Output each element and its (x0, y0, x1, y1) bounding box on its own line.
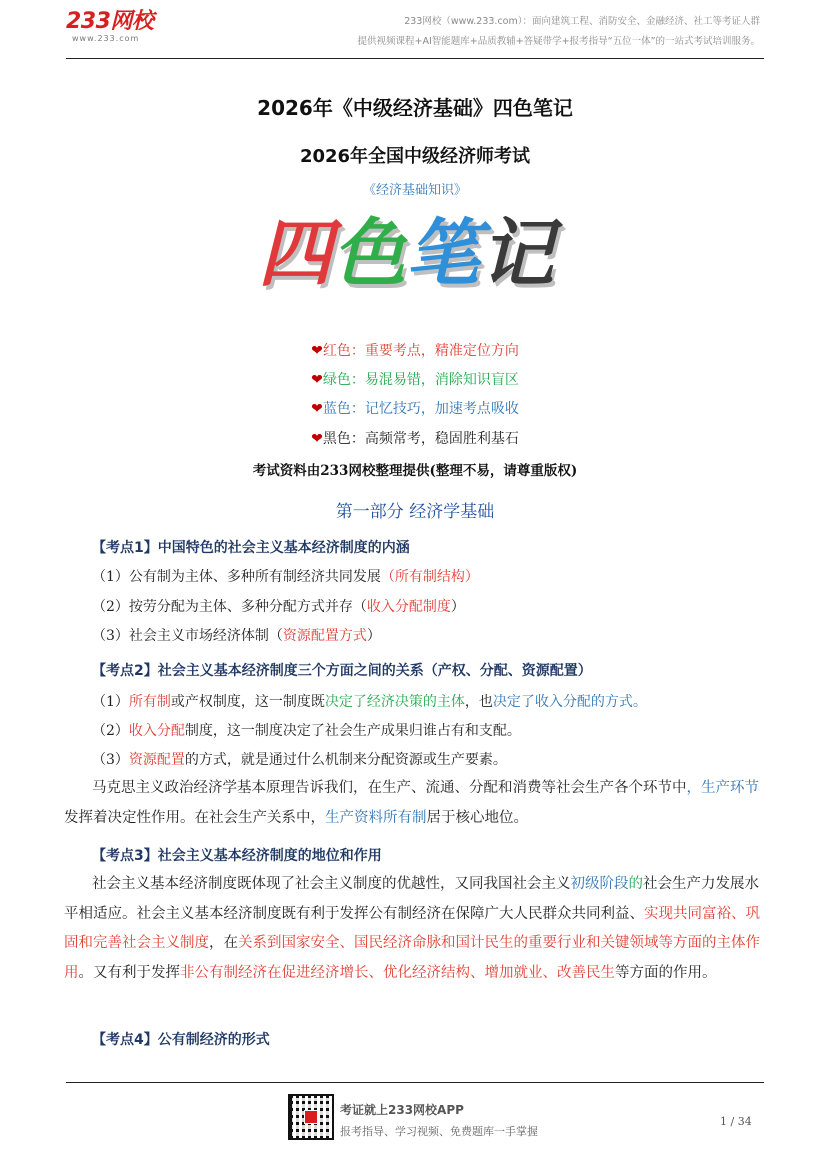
key-point-3-paragraph (64, 870, 770, 988)
para-text: 等方面的作用。 (615, 964, 717, 981)
item-tail: ） (366, 628, 381, 644)
item-tail: ） (450, 599, 465, 615)
heart-icon: ❤ (311, 401, 323, 417)
header-intro (280, 12, 760, 52)
key-point-4-heading: 【考点4】公有制经济的形式 (92, 1032, 270, 1048)
key-point-2-paragraph (64, 774, 770, 833)
qr-code-icon[interactable] (288, 1094, 334, 1140)
para-highlight: 关系到国家安全、国民经济命脉和国计民生的重要行业和关键领域等方面的主体作用 (64, 935, 760, 981)
header-divider (66, 58, 764, 59)
header-line-1: 233网校（www.233.com）：面向建筑工程、消防安全、金融经济、社工等考证人群 (404, 16, 760, 27)
legend-blue-text: 蓝色：记忆技巧，加速考点吸收 (322, 401, 519, 417)
legend-red-text: 红色：重要考点，精准定位方向 (322, 343, 519, 359)
para-highlight: ，生产环节 (686, 780, 759, 796)
item-highlight: 决定了收入分配的方式。 (492, 694, 647, 710)
footer-slogan: 报考指导、学习视频、免费题库一手掌握 (340, 1125, 538, 1138)
item-highlight: 所有制 (128, 694, 171, 710)
legend-blue (0, 398, 830, 418)
footer-divider (66, 1082, 764, 1083)
item-text: ，也 (464, 694, 493, 710)
page-header (0, 0, 830, 62)
para-highlight: 的 (628, 876, 643, 892)
para-text: 社会主义基本经济制度既体现了社会主义制度的优越性，又同我国社会主义 (92, 876, 571, 892)
para-text: 居于核心地位。 (426, 809, 528, 826)
item-text: （1）公有制为主体、多种所有制经济共同发展 (92, 569, 381, 585)
legend-red (0, 340, 830, 360)
legend-green-text: 绿色：易混易错，消除知识盲区 (322, 372, 519, 388)
qr-logo-icon (304, 1110, 318, 1124)
para-text: ，在 (209, 935, 238, 951)
page-number: 1 / 34 (720, 1115, 752, 1128)
para-highlight: 初级阶段 (570, 876, 629, 892)
item-text: 或产权制度，这一制度既 (170, 694, 325, 710)
para-highlight: 非公有制经济在促进经济增长、优化经济结构、增加就业、改善民生 (180, 964, 615, 981)
four-color-notes-banner (258, 206, 578, 306)
item-number: （3） (92, 752, 129, 768)
part-heading: 第一部分 经济学基础 (335, 502, 495, 522)
item-highlight: （所有制结构） (380, 569, 479, 585)
exam-title: 2026年全国中级经济师考试 (299, 146, 531, 167)
para-text: 马克思主义政治经济学基本原理告诉我们，在生产、流通、分配和消费等社会生产各个环节中 (92, 780, 687, 796)
para-highlight: 生产资料所有制 (325, 809, 427, 826)
item-number: （1） (92, 694, 129, 710)
key-point-1-heading: 【考点1】中国特色的社会主义基本经济制度的内涵 (92, 540, 410, 556)
logo[interactable] (66, 10, 186, 46)
logo-url: www.233.com (72, 34, 140, 43)
para-text: 社会生产力发展水平相适应。社会主义基本经济制度既有利于发挥公有制经济在保障广大人民群众共同利益、 (64, 876, 759, 922)
para-highlight: 实现共同富裕、巩固和完善社会主义制度 (64, 905, 760, 951)
banner-char-2: 色 (332, 211, 406, 297)
item-highlight: 资源配置方式 (282, 628, 367, 644)
item-highlight: 收入分配 (128, 723, 185, 739)
heart-icon: ❤ (311, 343, 323, 359)
item-text: （2）按劳分配为主体、多种分配方式并存（ (92, 599, 367, 615)
legend-black-text: 黑色：高频常考，稳固胜利基石 (322, 431, 519, 447)
document-title: 2026年《中级经济基础》四色笔记 (257, 96, 573, 120)
key-point-2-item-3 (92, 749, 507, 769)
para-text: 。又有利于发挥 (78, 964, 180, 981)
key-point-1-item-3 (92, 625, 381, 645)
logo-text: 233网校 (66, 9, 154, 34)
key-point-3-heading: 【考点3】社会主义基本经济制度的地位和作用 (92, 848, 382, 864)
banner-char-4: 记 (480, 211, 554, 297)
copyright-notice: 考试资料由233网校整理提供(整理不易，请尊重版权) (252, 463, 578, 479)
item-highlight: 决定了经济决策的主体 (324, 694, 465, 710)
footer-app-promo: 考证就上233网校APP (340, 1103, 464, 1117)
item-text: 制度，这一制度决定了社会生产成果归谁占有和支配。 (184, 723, 521, 739)
key-point-2-item-2 (92, 720, 521, 740)
item-text: 的方式，就是通过什么机制来分配资源或生产要素。 (184, 752, 507, 768)
banner-char-1: 四 (258, 211, 332, 297)
legend-black (0, 428, 830, 448)
subject-subtitle: 《经济基础知识》 (362, 183, 467, 198)
item-highlight: 资源配置 (128, 752, 185, 768)
key-point-2-heading: 【考点2】社会主义基本经济制度三个方面之间的关系（产权、分配、资源配置） (92, 663, 592, 679)
banner-char-3: 笔 (406, 211, 480, 297)
item-highlight: 收入分配制度 (366, 599, 451, 615)
key-point-2-item-1 (92, 691, 647, 711)
heart-icon: ❤ (311, 372, 323, 388)
item-text: （3）社会主义市场经济体制（ (92, 628, 283, 644)
key-point-1-item-1 (92, 566, 479, 586)
header-line-2: 提供视频课程+AI智能题库+品质教辅+答疑带学+报考指导“五位一体”的一站式考试培训服务。 (357, 36, 760, 47)
para-text: 发挥着决定性作用。在社会生产关系中， (64, 809, 325, 826)
legend-green (0, 369, 830, 389)
key-point-1-item-2 (92, 596, 465, 616)
heart-icon: ❤ (311, 431, 323, 447)
item-number: （2） (92, 723, 129, 739)
